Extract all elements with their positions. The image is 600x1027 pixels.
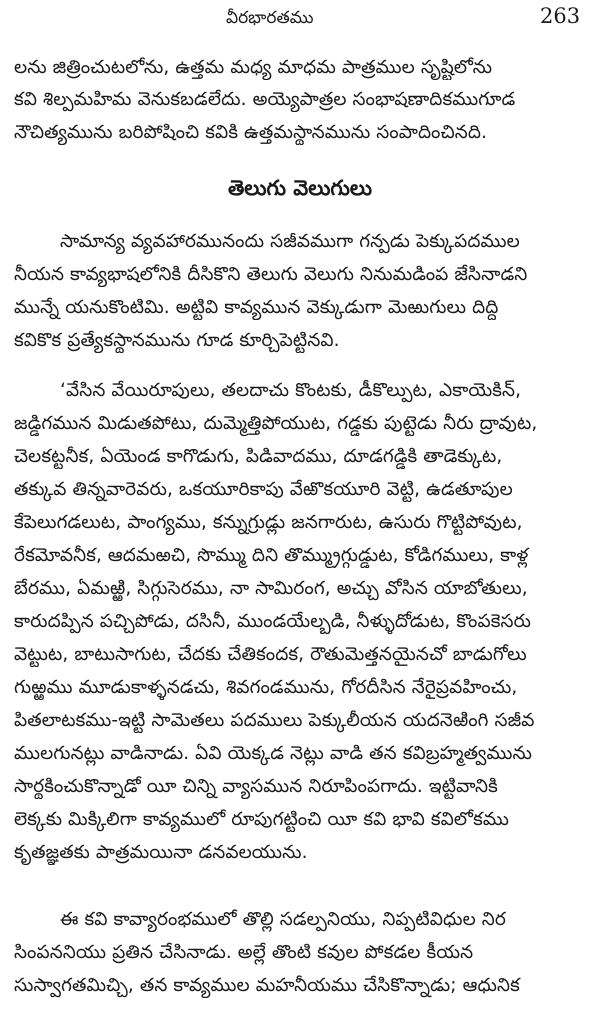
- text-line: గుఱ్ఱము మూడుకాళ్ళనడచు, శివగండమును, గోరదీసిన నేరైప్రవహించు,: [14, 677, 518, 698]
- text-line: చెలకట్టనీక, ఏయెండ కాగొడుగు, పిడివాదము, దూడగడ్డికి తాడెక్కుట,: [14, 446, 503, 467]
- text-line: సార్థకించుకొన్నాడో యీ చిన్ని వ్యాసమున నిరూపింపగాదు. ఇట్టివానికి: [14, 776, 498, 797]
- text-line: ఈ కవి కావ్యారంభములో తొల్లి సడల్పనియు, నిప్పటివిధుల నిర: [60, 909, 506, 930]
- text-line: సామాన్య వ్యవహారమునందు సజీవముగా గన్పడు పెక్కుపదముల: [60, 231, 520, 252]
- text-line: మున్నే యనుకొంటిమి. అట్టివి కావ్యమున వెక్కుడుగా మెఱుగులు దిద్ది: [14, 297, 499, 318]
- text-line: బేరము, ఏమఱ్ఱి, సిగ్గుసెరము, నా సామిరంగ, అచ్చు వోసిన యాబోతులు,: [14, 578, 528, 599]
- text-line: నౌచిత్యమును బరిపోషించి కవికి ఉత్తమస్థానమును సంపాదించినది.: [14, 122, 487, 143]
- text-line: తక్కువ తిన్నవారెవరు, ఒకయూరికాపు వేఱొకయూరి వెట్టి, ఉడతూపుల: [14, 479, 513, 500]
- text-line: రేకమోవనీక, ఆదమఱచి, సొమ్ము దిని తొమ్మ్రుగ్గుడ్డుట, కోడిగములు, కాళ్ల: [14, 545, 529, 566]
- section-heading: తెలుగు వెలుగులు: [227, 176, 373, 200]
- page-number: 263: [540, 4, 581, 28]
- text-line: సుస్వాగతమిచ్చి, తన కావ్యముల మహనీయము చేసికొన్నాడు; ఆధునిక: [14, 975, 520, 996]
- text-line: లను జిత్రించుటలోను, ఉత్తమ మధ్య మాధమ పాత్రముల సృష్టిలోను: [14, 57, 493, 78]
- text-line: కేపెలుగడలుట, పాంగ్యము, కన్నుగ్రుడ్లు జనగారుట, ఉసురు గొట్టిపోవుట,: [14, 512, 523, 533]
- running-title: వీరభారతము: [226, 8, 314, 28]
- text-line: ములగునట్లు వాడినాడు. ఏవి యెక్కడ నెట్లు వాడి తన కవిబ్రహ్మత్వమును: [14, 743, 533, 764]
- text-line: పితలాటకము-ఇట్టి సామెతలు పదములు పెక్కులీయన యదనెఱింగి సజీవ: [14, 710, 535, 731]
- page-header: [0, 4, 600, 34]
- text-line: కృతజ్ఞతకు పాత్రమయినా డనవలయును.: [14, 842, 308, 863]
- text-line: కవి శిల్పమహిమ వెనుకబడలేదు. అయ్యెపాత్రల సంభాషణాదికముగూడ: [14, 89, 516, 110]
- text-line: కారుదప్పిన పచ్చిపోడు, దసినీ, ముండయేల్బడి, నీళ్ళుదోడుట, కొంపకెసరు: [14, 611, 532, 632]
- text-line: లెక్కకు మిక్కిలిగా కావ్యములో రూపుగట్టించి యీ కవి భావి కవిలోకము: [14, 809, 509, 830]
- text-line: నీయన కావ్యభాషలోనికి దీసికొని తెలుగు వెలుగు నినుమడింప జేసినాడని: [14, 264, 528, 285]
- text-line: వెట్టుట, బాటుసాగుట, చేదకు చేతికందక, రౌతుమెత్తనయైనచో బాడుగోలు: [14, 644, 527, 665]
- text-line: జడ్డిగమున మిడుతపోటు, దుమ్మెత్తిపోయుట, గడ్డకు పుట్టెడు నీరు ద్రావుట,: [14, 413, 538, 434]
- text-line: కవికొక ప్రత్యేకస్థానమును గూడ కూర్చిపెట్టినవి.: [14, 330, 340, 351]
- text-line: సింపననియు ప్రతిన చేసినాడు. అల్లే తొంటి కవుల పోకడల కీయన: [14, 942, 474, 963]
- text-line: ‘వేసిన వేయిరూపులు, తలదాచు కొంటకు, డీకొల్పుట, ఎకాయెకిన్,: [60, 380, 522, 401]
